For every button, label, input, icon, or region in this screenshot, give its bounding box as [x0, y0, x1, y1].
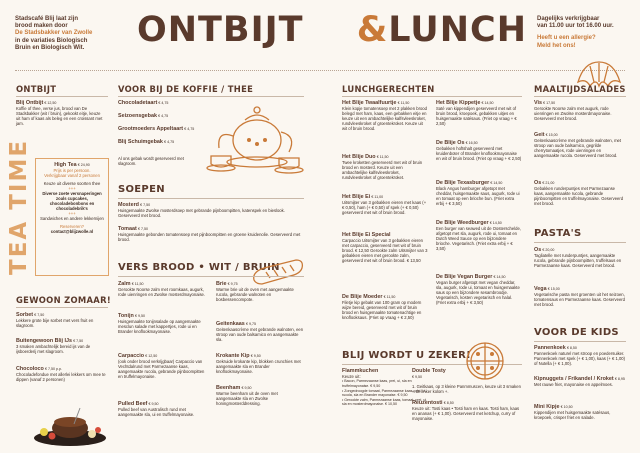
item-price: € 9,50 — [148, 402, 159, 406]
section-title-vers-brood: VERS BROOD • WIT / BRUIN — [118, 262, 280, 273]
item-desc: Geitenkaascrème met gebrande walnoten, met stroop van oude balsamico, gegrilde cherrytomaatjes, rode uienringen en aangemaakte rucola. Geserveerd met brood. — [534, 138, 622, 159]
item-price: € 4,75 — [164, 140, 175, 144]
section-rule — [16, 96, 108, 97]
item-price: € 20,00 — [542, 248, 555, 252]
menu-item-twaalfuurtje — [342, 100, 428, 131]
menu-item-salade-vis — [534, 100, 626, 121]
item-price: € 14,50 — [490, 181, 503, 185]
contact-email[interactable]: contact@blijzwolle.nl — [50, 229, 94, 235]
intro-line: De Stadsbakker van Zwolle — [15, 30, 93, 37]
item-desc: Pulled beef van Australisch rund met aangemaakte sla, ui en truffelmayonaise. — [118, 407, 195, 418]
item-name: Tomaat — [118, 226, 137, 232]
item-price: € 15,00 — [547, 287, 560, 291]
tea-time-vertical: TEA TIME — [6, 138, 32, 275]
item-name: Geit — [534, 132, 545, 138]
item-desc: Gebakken runderpuntjes met Parmezaanse kaas, aangemaakte rucola, gebrande pijnboompitten en truffelmayonaise. Geserveerd met brood. — [534, 186, 624, 207]
menu-item-pannenkoek — [534, 345, 626, 366]
item-desc: Gekruide krokante kip, blokken crunchies met aangemaakte sla en Brander knoflookmayonaise. — [216, 359, 301, 375]
item-price: € 7,50 — [137, 227, 148, 231]
item-name: Vega — [534, 286, 547, 292]
item-desc: Geitenkaascrème met gebrande walnoten, een stroop van oude balsamico en aangemaakte sla. — [216, 327, 304, 343]
tea-line: Diverse zoete versnaperingen zoals cupcakes, chocoladebonbons en chocoladebrik's — [42, 191, 102, 212]
menu-item-blije-ei — [342, 194, 428, 215]
item-desc: Vegetarische pasta met groenten uit het seizoen, tomatensaus en Parmezaanse kaas. Geserveerd met brood. — [534, 292, 626, 308]
menu-item-kipnuggets — [534, 376, 626, 387]
item-price: € 7,50 p.p. — [45, 367, 63, 371]
item-desc: Huisgemaakte gebonden tomatensoep met pijnboompitten en groene kruidenolie. Geserveerd met brood. — [118, 232, 301, 243]
tea-line: +++ — [68, 186, 76, 192]
item-name: Mini Kipje — [534, 404, 560, 410]
menu-item-double-tosty — [412, 368, 452, 380]
menu-item-high-tea — [37, 162, 107, 234]
item-name: Buitengewoon Blij IJs — [16, 338, 73, 344]
menu-item-reuzentosti — [412, 400, 522, 421]
item-name: De Blije Moeder — [342, 294, 383, 300]
item-name: Het Blije Kippetje — [436, 100, 481, 106]
item-price: € 15,00 — [545, 133, 558, 137]
item-name: Chocoladetaart — [118, 100, 158, 106]
menu-item-salade-geit — [534, 132, 626, 158]
item-sub: Keuze uit: — [342, 374, 361, 380]
menu-item-seizoensgebak — [118, 113, 168, 119]
page-title — [137, 12, 527, 48]
item-price: € 14,50 — [481, 101, 494, 105]
item-name: Tonijn — [118, 313, 134, 319]
item-price: € 9,75 — [245, 322, 256, 326]
item-name: Os — [534, 180, 542, 186]
menu-item-zalm — [118, 281, 206, 297]
section-title-soepen: SOEPEN — [118, 184, 165, 195]
intro-line: in de variaties Biologisch — [15, 37, 88, 44]
menu-item-weedburger — [436, 220, 522, 251]
item-desc: Warme brie uit de oven met aangemaakte rucola, gebrande walnoten en bosbessencompote. — [216, 287, 294, 303]
section-title-voor-de-kids: VOOR DE KIDS — [534, 327, 619, 338]
item-price: € 12,50 — [44, 101, 57, 105]
item-name: Os — [534, 247, 542, 253]
item-name: De Blije Weedburger — [436, 220, 489, 226]
section-rule — [534, 242, 626, 243]
section-rule — [342, 96, 522, 97]
allergy-line: Meld het ons! — [537, 42, 576, 49]
menu-item-geitenkaas — [216, 321, 304, 342]
item-option: • Bacon, Parmezaanse kaas, prei, ui, sla en truffelmayonaise. € 9,50 — [342, 379, 412, 388]
item-price: € 17,50 — [543, 101, 556, 105]
menu-item-pulled-beef — [118, 401, 206, 417]
menu-item-sorbet — [16, 312, 106, 328]
menu-item-brie — [216, 281, 304, 302]
item-name: Seizoensgebak — [118, 113, 157, 119]
item-price: € 10,50 — [560, 405, 573, 409]
item-name: Reuzentosti — [412, 400, 443, 406]
item-desc: Pannenkoek naturel met stroop en poedersuiker. Pannenkoek met spek (+ € 1,00), kaas (+ € 1,00) of Nutella (+ € 1,00). — [534, 351, 626, 367]
item-name: Blij Schuimgebak — [118, 139, 163, 145]
item-desc: Twee kroketten geserveerd met wit of bruin brood en mosterd. Keuze uit een ambachtelijke kalfsvleeskroket, rundvleeskroket of groentekroket. — [342, 160, 423, 181]
item-option: • Zongedroogde tomaat, Parmezaanse kaas, prei, ui, rucola, sla en Brander mayonaise. € 9,50 — [342, 388, 427, 398]
item-name: Mosterd — [118, 202, 139, 208]
item-price: € 7,50 — [73, 339, 84, 343]
intro-line: Bruin en Biologisch Wit. — [15, 44, 85, 51]
item-price: € 11,50 — [383, 295, 396, 299]
item-price: € 8,50 — [443, 401, 454, 405]
intro-line: brood maken door — [15, 23, 68, 30]
item-desc: Een burger van seawed uit de Oosterschelde, afgetopt met sla, augurk, rode ui, tomaat en Dutch Weed Sauce op een bijzondere brioche. Vegetarisch. (Friet extra erbij + € 3,50) — [436, 226, 521, 252]
title-lunch: LUNCH — [388, 10, 527, 50]
item-name: Flammkuchen — [342, 368, 379, 374]
item-price: € 16,50 — [465, 141, 478, 145]
allergy-line: Heeft u een allergie? — [537, 35, 596, 42]
item-price: € 8,95 — [614, 377, 625, 381]
menu-item-tonijn — [118, 313, 206, 334]
item-price: € 14,50 — [489, 221, 502, 225]
item-price: € 21,00 — [542, 181, 555, 185]
item-desc: Gerookte Noorse zalm met roomkaas, augurk, rode uienringen en Zwolse mosterdmayonaise. — [118, 287, 206, 298]
item-desc: Koffie of thee, verse jus, brood van De Stadsbakker (wit / bruin), gekookt eitje, keuze uit ham of kaas als beleg en een croissant met jam. — [16, 106, 103, 127]
item-desc: Klein kopje tomatensoep met 2 plakken brood belegd met ham, kaas, een gebakken eitje en keuze uit een ambachtelijke kalfsvleeskroket, rundvleeskroket of groentekroket. Keuze uit wit of bruin brood. — [342, 106, 427, 132]
section-rule — [16, 307, 108, 308]
tea-line: Reserveren? — [60, 224, 84, 230]
menu-item-chocoladetaart — [118, 100, 168, 106]
item-desc: Tagliatelle met runderpuntjes, aangemaakte rucola, gebrande pijnboompitten, truffelsaus en Parmezaanse kaas. Geserveerd met brood. — [534, 253, 622, 269]
tea-line: Sandwiches en andere lekkernijen — [40, 216, 104, 222]
item-price: € 7,50 — [140, 203, 151, 207]
item-name: Het Blije Ei Special — [342, 232, 391, 238]
opening-line: Dagelijks verkrijgbaar — [537, 16, 600, 22]
section-title-ontbijt: ONTBIJT — [16, 84, 57, 94]
item-name: Carpaccio — [118, 353, 145, 359]
menu-item-tomaat — [118, 226, 304, 242]
section-rule — [534, 341, 626, 342]
item-name: Sorbet — [16, 312, 34, 318]
item-desc: Chocoladefondue met allerlei lekkers om mee te dippen (vanaf 2 personen) — [16, 372, 106, 383]
menu-item-blije-kippetje — [436, 100, 522, 126]
menu-item-pasta-vega — [534, 286, 626, 307]
item-name: Geitenkaas — [216, 321, 245, 327]
item-price: € 11,50 — [397, 101, 410, 105]
item-price: € 7,50 — [34, 313, 45, 317]
item-price: € 4,75 — [184, 127, 195, 131]
item-desc: Huisgemaakte tonijnsalade op aangemaakte mesclun salade met kappertjes, rode ui en Brander knoflookmayonaise. — [118, 319, 201, 335]
item-name: Kipnuggets / Frikandel / Kroket — [534, 376, 614, 382]
item-desc: Black Angus hamburger afgetopt met cheddar, huisgemaakte saus, augurk, rode ui en tomaat op een brioche bun. (Friet extra erbij + € 3,50) — [436, 186, 520, 207]
intro-line: Stadscafé Blij laat zijn — [15, 16, 79, 22]
section-rule — [118, 198, 304, 199]
menu-item-blije-ei-special — [342, 232, 428, 263]
menu-item-vegan-burger — [436, 274, 522, 305]
item-name: De Blije Os — [436, 140, 465, 146]
section-title-lunchgerechten: LUNCHGERECHTEN — [342, 84, 435, 94]
menu-item-blije-os — [436, 140, 522, 161]
item-desc: Uitsmijter van 3 gebakken eieren met kaas (+ € 0,50), ham (+ € 0,50) of spek (+ € 0,50) geserveerd met wit of bruin brood. — [342, 200, 427, 216]
section-rule — [534, 96, 626, 97]
menu-item-pasta-os — [534, 247, 626, 268]
menu-item-appeltaart — [118, 126, 194, 132]
item-name: Chocoloco — [16, 366, 44, 372]
item-price: € 4,75 — [158, 114, 169, 118]
item-name: Zalm — [118, 281, 131, 287]
menu-item-blije-moeder — [342, 294, 428, 320]
title-ampersand: & — [356, 10, 389, 50]
item-name: Vis — [534, 100, 542, 106]
item-desc: Keuze uit: Tosti kaas • Tosti ham en kaas. Tosti ham, kaas en ananas (+ € 1,00). Geserveerd met ketchup, curry of mayonaise. — [412, 406, 520, 422]
item-name: Het Blije Twaalfuurtje — [342, 100, 397, 106]
item-desc: Filetje kip gebakt van 100 gram op modern wijze bereid, geserveerd met wit of bruin brood en huisgemaakte tomatenachtige en knoflooksaus. (Friet op vraag + € 2,50) — [342, 300, 422, 321]
item-name: Brie — [216, 281, 227, 287]
item-desc: Vegan burger afgetopt met vegan cheddar, sla, augurk, rode ui, tomaat en huisgemaakte saus op een bijzondere sesambroodje. Vegetarisch, kosten vegetarisch en halal. (Friet extra erbij + € 3,50) — [436, 280, 520, 306]
item-desc: Saté van kippendijen geserveerd met wit of bruin brood, kroepoek, gebakken uitjes en huisgemaakte satésaus. (Friet op vraag + € 2,50) — [436, 106, 517, 127]
item-name: High Tea — [54, 162, 77, 168]
menu-item-chocoloco — [16, 366, 106, 382]
menu-item-blije-duo — [342, 154, 428, 180]
item-name: Het Blije Ei — [342, 194, 371, 200]
tea-line: Prijs is per persoon. — [53, 168, 91, 174]
item-desc: (ook onder brood verkrijgbaar) Carpaccio van Vechtdalrund met Parmezaanse kaas, aangemaakte rucola, gebrande pijnboompitten en truffelmayonaise. — [118, 359, 205, 380]
item-name: Pannenkoek — [534, 345, 566, 351]
item-price: € 9,75 — [227, 282, 238, 286]
item-name: Grootmoeders Appeltaart — [118, 126, 184, 132]
section-title-maaltijdsalades: MAALTIJDSALADES — [534, 84, 626, 94]
item-price: € 4,75 — [158, 101, 169, 105]
fondue-illustration — [30, 398, 110, 448]
item-desc: Gerookte Noorse zalm met augurk, rode uienringen en Zwolse mosterdmayonaise. Geserveerd met brood. — [534, 106, 612, 122]
menu-item-carpaccio — [118, 353, 206, 379]
menu-item-ijs — [16, 338, 106, 354]
item-name: Blij Ontbijt — [16, 100, 44, 106]
item-desc: Lekkere grote bije sorbet met vers fruit en slagroom. — [16, 318, 94, 329]
menu-item-beenham — [216, 385, 304, 406]
section-title-blij-wordt-u-zeker: BLIJ WORDT U ZEKER! — [342, 350, 471, 361]
gebak-note: Al ons gebak wordt geserveerd met slagroom. — [118, 156, 184, 166]
menu-item-mosterd — [118, 202, 304, 218]
item-name: Het Blije Duo — [342, 154, 376, 160]
item-desc: Huisgemaakte Zwolse mosterdsoep met gebrande pijnboompitten, katenspek en bieslook. Geserveerd met brood. — [118, 208, 285, 219]
menu-item-krokante-kip — [216, 353, 304, 374]
item-price: € 9,50 — [250, 354, 261, 358]
section-title-gewoon-zomaar: GEWOON ZOMAAR! — [16, 295, 111, 305]
item-name: De Blije Vegan Burger — [436, 274, 493, 280]
item-name: Pulled Beef — [118, 401, 148, 407]
menu-item-texasburger — [436, 180, 522, 206]
item-name: De Blije Texasburger — [436, 180, 490, 186]
tea-line: +++ — [68, 211, 76, 217]
item-name: Beenham — [216, 385, 241, 391]
item-option: • Gerookte zalm, Parmezaanse kaas, tomaat, prei, ui, sla en mosterdmayonaise. € 10,50 — [342, 397, 428, 407]
title-ontbijt: ONTBIJT — [137, 10, 304, 50]
opening-info — [537, 16, 637, 50]
header-divider — [15, 70, 625, 71]
item-desc: Met rauwe friet, mayonaise en appelmoes. — [534, 382, 613, 388]
double-tosty-desc: 1. Geitkaas, op 3 kleine Panmmuscen, keuze uit 3 smaken + de linker kolom +. — [412, 384, 521, 394]
menu-item-salade-os — [534, 180, 626, 206]
item-desc: Carpaccio Uitsmijter van 3 gebakken eieren met carpaccio, geserveerd met wit of bruin brood. € 12,50 Gerookte zalm Uitsmijter van 3 gebakken eieren met gerookte zalm, geserveerd met wit of bruin brood. € 13,50 — [342, 238, 428, 264]
item-desc: Kippendijen met huisgemaakte satésaus, kroepoek, crisper friet en salade. — [534, 410, 611, 421]
tea-line: Verkrijgbaar vanaf 2 personen — [44, 173, 100, 179]
menu-item-schuimgebak — [118, 139, 174, 145]
item-desc: 3 smaken ambachtelijk bereid ijs van de ijsboerderij met slagroom. — [16, 344, 91, 355]
item-price: € 24,90 — [77, 163, 90, 167]
item-price: € 12,50 — [145, 354, 158, 358]
item-price: € 11,50 — [131, 282, 144, 286]
item-price: € 9,50 — [134, 314, 145, 318]
item-desc: Gebakken hoftshalt geserveerd met kruidenboter of Brander knoflookmayonaise en wit of bruin brood. (Friet op vraag + € 2,50) — [436, 146, 522, 162]
flammkuchen-illustration — [462, 340, 508, 382]
intro-text — [15, 16, 135, 52]
item-price: € 11,50 — [376, 155, 389, 159]
item-desc: Warme beenham uit de oven met aangemaakte sla en Zwolse honingmosterddressing. — [216, 391, 278, 407]
item-price: € 8,50 — [566, 346, 577, 350]
item-name: Double Tosty — [412, 368, 446, 374]
teaset-illustration — [205, 96, 307, 180]
menu-item-mini-kipje — [534, 404, 626, 420]
tea-line: Keuze uit diverse soorten thee — [43, 181, 101, 187]
item-price: € 11,00 — [371, 195, 384, 199]
item-price: € 9,50 — [241, 386, 252, 390]
section-title-pastas: PASTA'S — [534, 228, 582, 239]
opening-line: van 11.00 uur tot 16.00 uur. — [537, 23, 614, 30]
item-price: € 14,50 — [493, 275, 506, 279]
section-title-koffie-thee: VOOR BIJ DE KOFFIE / THEE — [118, 84, 254, 94]
menu-item-blij-ontbijt — [16, 100, 106, 126]
item-price: € 9,50 — [412, 375, 422, 380]
section-rule — [118, 276, 304, 277]
item-name: Krokante Kip — [216, 353, 250, 359]
